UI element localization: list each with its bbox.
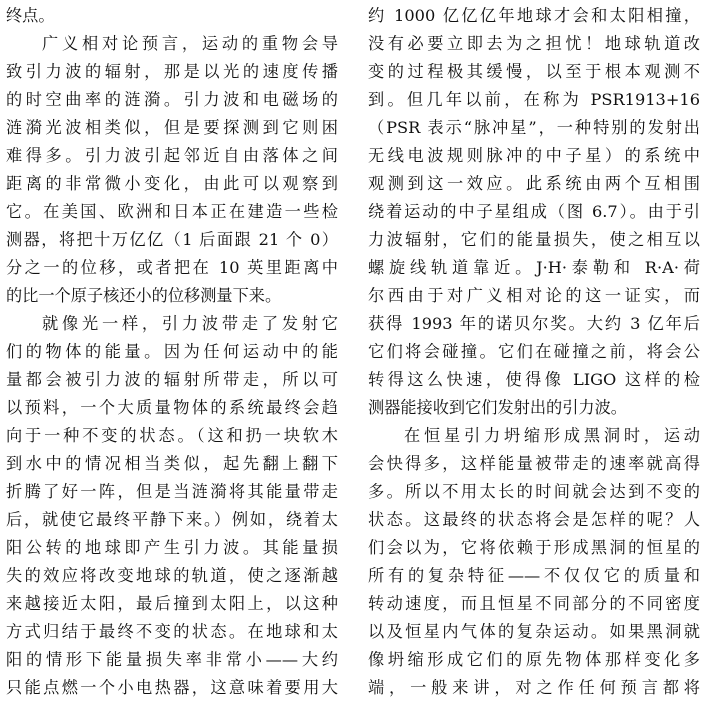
text-line: 涟漪光波相类似，但是要探测到它则困 [6,118,338,137]
text-line: 量都会被引力波的辐射所带走，所以可 [6,370,338,389]
text-line: 力波辐射，它们的能量损失，使之相互以 [368,230,700,249]
text-line: 后，就使它最终平静下来。）例如，绕着太 [6,510,338,529]
paragraph-start-line: 广义相对论预言，运动的重物会导 [42,34,338,53]
text-line: 终点。 [6,6,55,25]
text-line: 测器能接收到它们发射出的引力波。 [368,398,627,417]
text-line: 以预料，一个大质量物体的系统最终会趋 [6,398,338,417]
text-line: 到。但几年以前，在称为 PSR1913+16 [368,90,700,109]
text-line: 变的过程极其缓慢，以至于根本观测不 [368,62,700,81]
text-line: 来越接近太阳，最后撞到太阳上，以这种 [6,594,338,613]
text-line: 多。所以不用太长的时间就会达到不变的 [368,482,700,501]
text-line: 距离的非常微小变化，由此可以观察到 [6,174,338,193]
text-line: 的比一个原子核还小的位移测量下来。 [6,286,282,305]
text-line: 螺旋线轨道靠近。J·H·泰勒和 R·A·荷 [368,258,700,277]
text-line: 没有必要立即去为之担忧！地球轨道改 [368,34,700,53]
text-line: 绕着运动的中子星组成（图 6.7）。由于引 [368,202,700,221]
text-line: 分之一的位移，或者把在 10 英里距离中 [6,258,338,277]
text-line: 无线电波规则脉冲的中子星）的系统中 [368,146,700,165]
text-line: 难得多。引力波引起邻近自由落体之间 [6,146,338,165]
text-line: 观测到这一效应。此系统由两个互相围 [368,174,700,193]
text-line: 测器，将把十万亿亿（1 后面跟 21 个 0） [6,230,338,249]
text-line: 会快得多，这样能量被带走的速率就高得 [368,454,700,473]
text-line: 约 1000 亿亿亿年地球才会和太阳相撞， [368,6,700,25]
text-line: 它。在美国、欧洲和日本正在建造一些检 [6,202,338,221]
text-line: 转得这么快速，使得像 LIGO 这样的检 [368,370,700,389]
text-line: 折腾了好一阵，但是当涟漪将其能量带走 [6,482,338,501]
text-line: 获得 1993 年的诺贝尔奖。大约 3 亿年后 [368,314,700,333]
text-line: 们会以为，它将依赖于形成黑洞的恒星的 [368,538,700,557]
text-line: （PSR 表示“脉冲星”，一种特别的发射出 [368,118,700,137]
text-line: 只能点燃一个小电热器，这意味着要用大 [6,678,338,697]
text-line: 端，一般来讲，对之作任何预言都将 [368,678,700,697]
text-line: 尔西由于对广义相对论的这一证实，而 [368,286,700,305]
text-line: 到水中的情况相当类似，起先翻上翻下 [6,454,338,473]
paragraph-start-line: 在恒星引力坍缩形成黑洞时，运动 [404,426,700,445]
text-line: 所有的复杂特征——不仅仅它的质量和 [368,566,700,585]
text-line: 状态。这最终的状态将会是怎样的呢？人 [368,510,700,529]
text-line: 们的物体的能量。因为任何运动中的能 [6,342,338,361]
text-line: 向于一种不变的状态。（这和扔一块软木 [6,426,338,445]
text-line: 方式归结于最终不变的状态。在地球和太 [6,622,338,641]
text-line: 转动速度，而且恒星不同部分的不同密度 [368,594,700,613]
text-line: 以及恒星内气体的复杂运动。如果黑洞就 [368,622,700,641]
text-line: 像坍缩形成它们的原先物体那样变化多 [368,650,700,669]
text-line: 的时空曲率的涟漪。引力波和电磁场的 [6,90,338,109]
text-line: 阳的情形下能量损失率非常小——大约 [6,650,338,669]
text-line: 它们将会碰撞。它们在碰撞之前，将会公 [368,342,700,361]
text-line: 失的效应将改变地球的轨道，使之逐渐越 [6,566,338,585]
paragraph-start-line: 就像光一样，引力波带走了发射它 [42,314,338,333]
text-line: 阳公转的地球即产生引力波。其能量损 [6,538,338,557]
text-line: 致引力波的辐射，那是以光的速度传播 [6,62,338,81]
